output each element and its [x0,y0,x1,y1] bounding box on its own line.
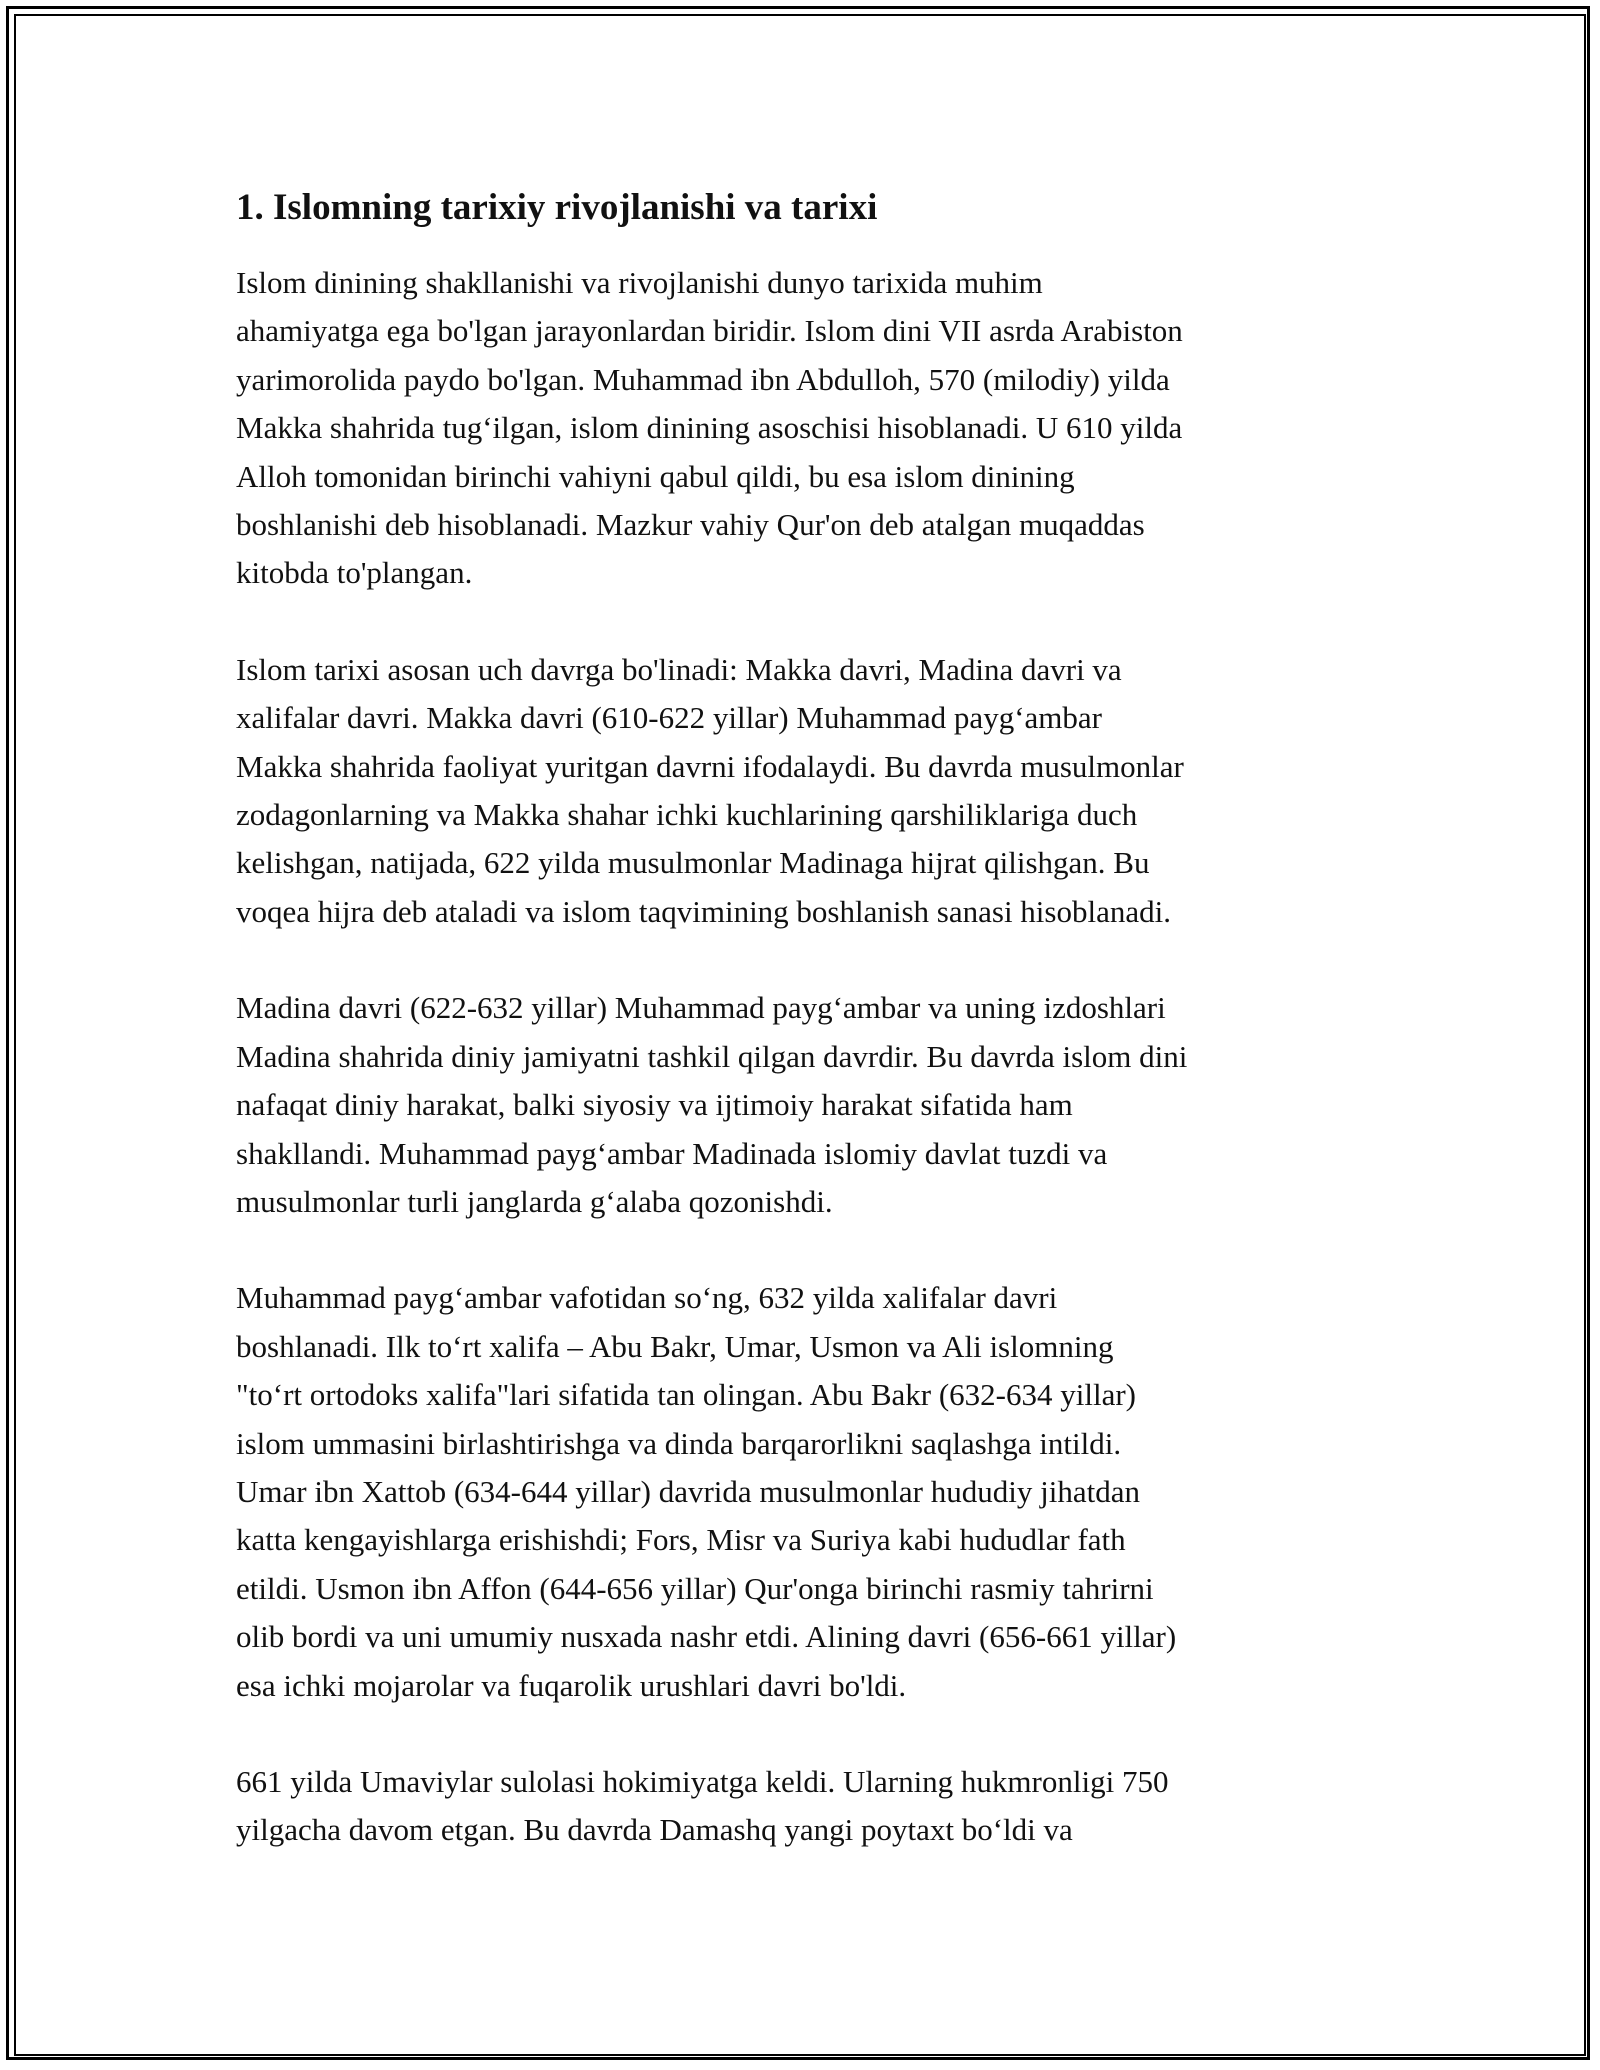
text-line: islom ummasini birlashtirishga va dinda barqarorlikni saqlashga intildi. [236,1425,1122,1461]
text-line: Madina davri (622-632 yillar) Muhammad payg‘ambar va uning izdoshlari [236,990,1166,1026]
paragraph-umayyad-period [236,1758,1366,1855]
text-line: Islom dinining shakllanishi va rivojlanishi dunyo tarixida muhim [236,265,1043,300]
text-line: etildi. Usmon ibn Affon (644-656 yillar) Qur'onga birinchi rasmiy tahrirni [236,1570,1154,1606]
paragraph-madina-period [236,984,1366,1226]
text-line: katta kengayishlarga erishishdi; Fors, Misr va Suriya kabi hududlar fath [236,1522,1126,1558]
text-line: nafaqat diniy harakat, balki siyosiy va ijtimoiy harakat sifatida ham [236,1087,1073,1123]
text-line: boshlanishi deb hisoblanadi. Mazkur vahiy Qur'on deb atalgan muqaddas [236,507,1145,543]
text-line: zodagonlarning va Makka shahar ichki kuchlarining qarshiliklariga duch [236,797,1138,833]
text-line: shakllandi. Muhammad payg‘ambar Madinada islomiy davlat tuzdi va [236,1135,1108,1171]
text-line: ahamiyatga ega bo'lgan jarayonlardan biridir. Islom dini VII asrda Arabiston [236,313,1183,349]
text-line: boshlanadi. Ilk to‘rt xalifa – Abu Bakr, Umar, Usmon va Ali islomning [236,1328,1114,1364]
text-line: Makka shahrida faoliyat yuritgan davrni ifodalaydi. Bu davrda musulmonlar [236,748,1184,784]
text-line: Umar ibn Xattob (634-644 yillar) davrida musulmonlar hududiy jihatdan [236,1473,1140,1509]
text-line: olib bordi va uni umumiy nusxada nashr etdi. Alining davri (656-661 yillar) [236,1619,1177,1655]
text-line: voqea hijra deb ataladi va islom taqvimining boshlanish sanasi hisoblanadi. [236,893,1171,929]
text-line: Muhammad payg‘ambar vafotidan so‘ng, 632 yilda xalifalar davri [236,1280,1058,1316]
text-line: xalifalar davri. Makka davri (610-622 yillar) Muhammad payg‘ambar [236,700,1102,736]
text-line: Madina shahrida diniy jamiyatni tashkil qilgan davrdir. Bu davrda islom dini [236,1038,1188,1074]
text-line: "to‘rt ortodoks xalifa"lari sifatida tan olingan. Abu Bakr (632-634 yillar) [236,1377,1136,1413]
text-line: yarimorolida paydo bo'lgan. Muhammad ibn Abdulloh, 570 (milodiy) yilda [236,361,1170,397]
text-line: yilgacha davom etgan. Bu davrda Damashq yangi poytaxt bo‘ldi va [236,1812,1073,1848]
text-line: kelishgan, natijada, 622 yilda musulmonlar Madinaga hijrat qilishgan. Bu [236,845,1150,881]
text-line: esa ichki mojarolar va fuqarolik urushlari davri bo'ldi. [236,1667,907,1703]
text-line: Alloh tomonidan birinchi vahiyni qabul qildi, bu esa islom dinining [236,458,1075,494]
text-line: 661 yilda Umaviylar sulolasi hokimiyatga keldi. Ularning hukmronligi 750 [236,1763,1169,1799]
text-line: Islom tarixi asosan uch davrga bo'linadi: Makka davri, Madina davri va [236,651,1122,687]
paragraph-makka-period [236,646,1366,936]
section-heading: 1. Islomning tarixiy rivojlanishi va tarixi [236,187,878,228]
text-line: kitobda to'plangan. [236,555,473,591]
text-line: Makka shahrida tug‘ilgan, islom dinining asoschisi hisoblanadi. U 610 yilda [236,410,1183,446]
paragraph-caliphs-period [236,1274,1366,1710]
paragraph-islam-origins [236,259,1366,598]
document-body [236,186,1366,1903]
text-line: musulmonlar turli janglarda g‘alaba qozonishdi. [236,1183,833,1219]
